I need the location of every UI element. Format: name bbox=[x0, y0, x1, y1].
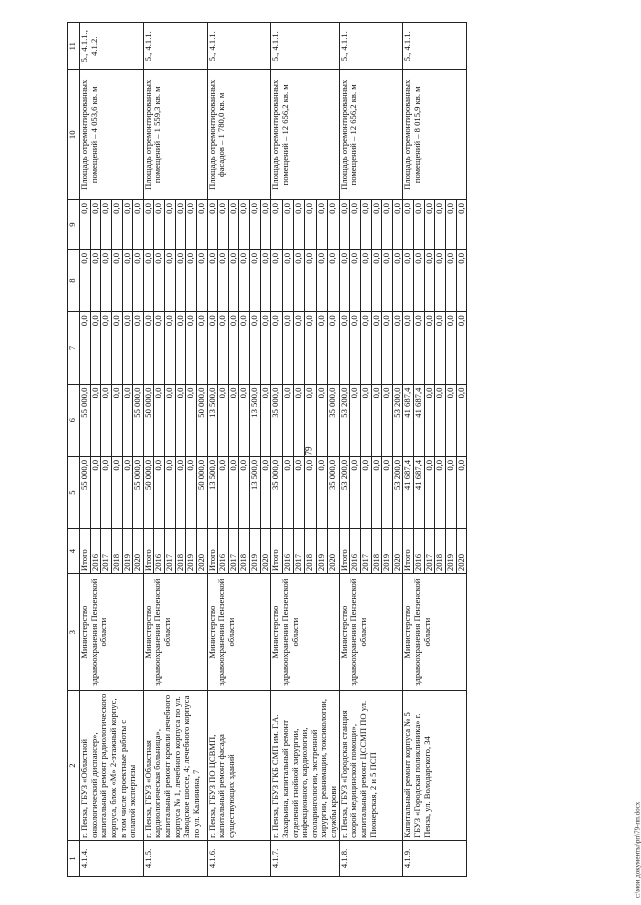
amount-cell: 0,0 bbox=[350, 384, 361, 456]
amount-cell: 0,0 bbox=[445, 200, 456, 250]
year-cell: 2016 bbox=[154, 529, 165, 574]
amount-cell: 0,0 bbox=[414, 200, 425, 250]
amount-cell: 0,0 bbox=[305, 456, 316, 528]
amount-cell: 50 000,0 bbox=[143, 384, 154, 456]
amount-cell: 0,0 bbox=[435, 384, 446, 456]
amount-cell: 0,0 bbox=[424, 200, 435, 250]
table-row bbox=[80, 23, 91, 877]
executor-cell: Министерство здравоохранения Пензенской области bbox=[207, 574, 271, 691]
amount-cell: 53 200,0 bbox=[339, 456, 350, 528]
amount-cell: 0,0 bbox=[90, 456, 101, 528]
amount-cell: 0,0 bbox=[196, 249, 207, 311]
amount-cell: 0,0 bbox=[371, 456, 382, 528]
year-cell: 2017 bbox=[101, 529, 112, 574]
year-cell: 2016 bbox=[218, 529, 229, 574]
col-header: 5 bbox=[68, 456, 80, 528]
year-cell: 2020 bbox=[328, 529, 339, 574]
amount-cell: 0,0 bbox=[456, 456, 467, 528]
reference-cell: 5., 4.1.1. bbox=[207, 23, 271, 70]
year-cell: 2019 bbox=[250, 529, 261, 574]
executor-cell: Министерство здравоохранения Пензенской области bbox=[143, 574, 207, 691]
amount-cell: 0,0 bbox=[435, 200, 446, 250]
amount-cell: 0,0 bbox=[316, 249, 327, 311]
object-description: г. Пенза, ГБУЗ «Областной онкологический диспансер», капитальный ремонт радиологического корпуса, блок «М» 2-этажный корпус, в том числе проектные работы с оплатой экспертизы bbox=[80, 691, 144, 841]
amount-cell: 0,0 bbox=[456, 200, 467, 250]
amount-cell: 13 500,0 bbox=[250, 384, 261, 456]
amount-cell: 0,0 bbox=[260, 249, 271, 311]
row-code: 4.1.8. bbox=[339, 840, 403, 876]
amount-cell: 50 000,0 bbox=[196, 384, 207, 456]
amount-cell: 0,0 bbox=[228, 200, 239, 250]
amount-cell: 0,0 bbox=[294, 456, 305, 528]
table-body bbox=[80, 23, 467, 877]
amount-cell: 0,0 bbox=[435, 312, 446, 384]
col-header: 10 bbox=[68, 70, 80, 200]
amount-cell: 0,0 bbox=[294, 249, 305, 311]
amount-cell: 0,0 bbox=[154, 249, 165, 311]
amount-cell: 0,0 bbox=[392, 312, 403, 384]
amount-cell: 0,0 bbox=[218, 384, 229, 456]
amount-cell: 0,0 bbox=[175, 312, 186, 384]
row-code: 4.1.9. bbox=[403, 840, 467, 876]
amount-cell: 0,0 bbox=[403, 312, 414, 384]
col-header: 8 bbox=[68, 249, 80, 311]
amount-cell: 0,0 bbox=[175, 384, 186, 456]
year-cell: 2016 bbox=[350, 529, 361, 574]
year-cell: 2020 bbox=[260, 529, 271, 574]
amount-cell: 41 687,4 bbox=[414, 456, 425, 528]
year-cell: 2020 bbox=[392, 529, 403, 574]
amount-cell: 0,0 bbox=[350, 456, 361, 528]
amount-cell: 0,0 bbox=[305, 384, 316, 456]
amount-cell: 0,0 bbox=[186, 200, 197, 250]
amount-cell: 0,0 bbox=[382, 456, 393, 528]
col-header: 7 bbox=[68, 312, 80, 384]
year-cell: Итого bbox=[403, 529, 414, 574]
col-header: 9 bbox=[68, 200, 80, 250]
amount-cell: 55 000,0 bbox=[80, 456, 91, 528]
amount-cell: 13 500,0 bbox=[207, 456, 218, 528]
amount-cell: 0,0 bbox=[282, 200, 293, 250]
year-cell: Итого bbox=[143, 529, 154, 574]
amount-cell: 0,0 bbox=[424, 312, 435, 384]
year-cell: 2017 bbox=[424, 529, 435, 574]
amount-cell: 0,0 bbox=[360, 200, 371, 250]
amount-cell: 0,0 bbox=[371, 384, 382, 456]
amount-cell: 0,0 bbox=[403, 200, 414, 250]
amount-cell: 0,0 bbox=[382, 312, 393, 384]
amount-cell: 41 687,4 bbox=[414, 384, 425, 456]
amount-cell: 0,0 bbox=[414, 249, 425, 311]
amount-cell: 0,0 bbox=[143, 249, 154, 311]
amount-cell: 50 000,0 bbox=[196, 456, 207, 528]
amount-cell: 0,0 bbox=[282, 249, 293, 311]
object-description: г. Пенза, ГБУЗ ПО ЦСВМП, капитальный ремонт фасада существующих зданий bbox=[207, 691, 271, 841]
executor-cell: Министерство здравоохранения Пензенской области bbox=[403, 574, 467, 691]
amount-cell: 13 500,0 bbox=[207, 384, 218, 456]
indicator-cell: Площадь отремонтированных помещений – 1 559,3 кв. м bbox=[143, 70, 207, 200]
reference-cell: 5., 4.1.1. bbox=[143, 23, 207, 70]
amount-cell: 0,0 bbox=[350, 312, 361, 384]
indicator-cell: Площадь отремонтированных помещений – 12 656,2 кв. м bbox=[339, 70, 403, 200]
indicator-cell: Площадь отремонтированных помещений – 4 053,6 кв. м bbox=[80, 70, 144, 200]
year-cell: 2018 bbox=[371, 529, 382, 574]
amount-cell: 0,0 bbox=[445, 312, 456, 384]
year-cell: 2017 bbox=[360, 529, 371, 574]
amount-cell: 0,0 bbox=[435, 456, 446, 528]
amount-cell: 0,0 bbox=[218, 249, 229, 311]
year-cell: 2020 bbox=[133, 529, 144, 574]
amount-cell: 0,0 bbox=[260, 200, 271, 250]
amount-cell: 0,0 bbox=[154, 312, 165, 384]
amount-cell: 0,0 bbox=[328, 249, 339, 311]
amount-cell: 0,0 bbox=[271, 312, 282, 384]
object-description: г. Пенза, ГБУЗ «Городская станция скорой медицинской помощи», капитальный ремонт ЦССМП ПО ул. Пионерская, 2 и 5 ПСП bbox=[339, 691, 403, 841]
amount-cell: 0,0 bbox=[218, 200, 229, 250]
col-header: 11 bbox=[68, 23, 80, 70]
row-code: 4.1.7. bbox=[271, 840, 339, 876]
amount-cell: 0,0 bbox=[80, 200, 91, 250]
executor-cell: Министерство здравоохранения Пензенской области bbox=[80, 574, 144, 691]
amount-cell: 0,0 bbox=[445, 249, 456, 311]
amount-cell: 0,0 bbox=[371, 312, 382, 384]
year-cell: 2018 bbox=[175, 529, 186, 574]
amount-cell: 0,0 bbox=[111, 312, 122, 384]
amount-cell: 0,0 bbox=[435, 249, 446, 311]
amount-cell: 0,0 bbox=[250, 312, 261, 384]
amount-cell: 0,0 bbox=[424, 456, 435, 528]
amount-cell: 0,0 bbox=[186, 456, 197, 528]
object-description: Капитальный ремонт корпуса № 5 ГБУЗ «Городская поликлиника» г. Пенза, ул. Володарского, 34 bbox=[403, 691, 467, 841]
amount-cell: 0,0 bbox=[360, 384, 371, 456]
amount-cell: 0,0 bbox=[339, 249, 350, 311]
amount-cell: 0,0 bbox=[260, 456, 271, 528]
amount-cell: 0,0 bbox=[392, 249, 403, 311]
year-cell: 2016 bbox=[90, 529, 101, 574]
year-cell: 2019 bbox=[445, 529, 456, 574]
amount-cell: 0,0 bbox=[122, 200, 133, 250]
amount-cell: 41 687,4 bbox=[403, 456, 414, 528]
amount-cell: 0,0 bbox=[282, 384, 293, 456]
amount-cell: 0,0 bbox=[271, 200, 282, 250]
reference-cell: 5., 4.1.1. bbox=[403, 23, 467, 70]
amount-cell: 55 000,0 bbox=[133, 456, 144, 528]
amount-cell: 0,0 bbox=[175, 200, 186, 250]
amount-cell: 0,0 bbox=[80, 312, 91, 384]
amount-cell: 0,0 bbox=[271, 249, 282, 311]
amount-cell: 0,0 bbox=[382, 249, 393, 311]
amount-cell: 0,0 bbox=[316, 384, 327, 456]
amount-cell: 0,0 bbox=[371, 200, 382, 250]
amount-cell: 0,0 bbox=[111, 456, 122, 528]
table-row bbox=[339, 23, 350, 877]
amount-cell: 53 200,0 bbox=[339, 384, 350, 456]
amount-cell: 0,0 bbox=[316, 200, 327, 250]
indicator-cell: Площадь отремонтированных помещений – 8 015,9 кв. м bbox=[403, 70, 467, 200]
col-header: 4 bbox=[68, 529, 80, 574]
amount-cell: 0,0 bbox=[101, 456, 112, 528]
amount-cell: 0,0 bbox=[90, 200, 101, 250]
amount-cell: 0,0 bbox=[382, 384, 393, 456]
amount-cell: 0,0 bbox=[186, 249, 197, 311]
col-header: 2 bbox=[68, 691, 80, 841]
page-number: 79 bbox=[303, 446, 314, 456]
row-code: 4.1.5. bbox=[143, 840, 207, 876]
amount-cell: 0,0 bbox=[122, 249, 133, 311]
amount-cell: 0,0 bbox=[101, 200, 112, 250]
amount-cell: 0,0 bbox=[328, 312, 339, 384]
year-cell: 2018 bbox=[305, 529, 316, 574]
amount-cell: 0,0 bbox=[456, 249, 467, 311]
amount-cell: 0,0 bbox=[186, 312, 197, 384]
table-row bbox=[271, 23, 282, 877]
amount-cell: 0,0 bbox=[165, 312, 176, 384]
amount-cell: 0,0 bbox=[122, 312, 133, 384]
table-row bbox=[143, 23, 154, 877]
amount-cell: 0,0 bbox=[294, 200, 305, 250]
amount-cell: 0,0 bbox=[133, 249, 144, 311]
amount-cell: 0,0 bbox=[392, 200, 403, 250]
table-row bbox=[207, 23, 218, 877]
amount-cell: 0,0 bbox=[260, 312, 271, 384]
amount-cell: 0,0 bbox=[403, 249, 414, 311]
year-cell: 2016 bbox=[414, 529, 425, 574]
rotated-table-wrapper bbox=[67, 22, 587, 877]
table-row bbox=[403, 23, 414, 877]
year-cell: Итого bbox=[207, 529, 218, 574]
amount-cell: 0,0 bbox=[250, 249, 261, 311]
indicator-cell: Площадь отремонтированных помещений – 12 656,2 кв. м bbox=[271, 70, 339, 200]
amount-cell: 0,0 bbox=[294, 384, 305, 456]
amount-cell: 0,0 bbox=[360, 456, 371, 528]
amount-cell: 0,0 bbox=[316, 456, 327, 528]
amount-cell: 0,0 bbox=[154, 384, 165, 456]
amount-cell: 0,0 bbox=[305, 249, 316, 311]
amount-cell: 0,0 bbox=[111, 200, 122, 250]
amount-cell: 0,0 bbox=[350, 249, 361, 311]
amount-cell: 0,0 bbox=[456, 384, 467, 456]
row-code: 4.1.4. bbox=[80, 840, 144, 876]
amount-cell: 0,0 bbox=[282, 456, 293, 528]
year-cell: 2017 bbox=[228, 529, 239, 574]
amount-cell: 0,0 bbox=[154, 456, 165, 528]
amount-cell: 0,0 bbox=[101, 312, 112, 384]
year-cell: Итого bbox=[339, 529, 350, 574]
amount-cell: 0,0 bbox=[414, 312, 425, 384]
amount-cell: 0,0 bbox=[196, 200, 207, 250]
column-number-row bbox=[68, 23, 80, 877]
year-cell: 2019 bbox=[122, 529, 133, 574]
amount-cell: 0,0 bbox=[350, 200, 361, 250]
year-cell: 2017 bbox=[294, 529, 305, 574]
amount-cell: 0,0 bbox=[239, 200, 250, 250]
amount-cell: 0,0 bbox=[305, 200, 316, 250]
year-cell: 2019 bbox=[316, 529, 327, 574]
amount-cell: 0,0 bbox=[371, 249, 382, 311]
amount-cell: 0,0 bbox=[165, 200, 176, 250]
amount-cell: 0,0 bbox=[382, 200, 393, 250]
amount-cell: 0,0 bbox=[133, 200, 144, 250]
amount-cell: 0,0 bbox=[186, 384, 197, 456]
amount-cell: 0,0 bbox=[328, 200, 339, 250]
reference-cell: 5., 4.1.1. bbox=[339, 23, 403, 70]
reference-cell: 5., 4.1.1. bbox=[271, 23, 339, 70]
year-cell: 2020 bbox=[456, 529, 467, 574]
amount-cell: 0,0 bbox=[207, 200, 218, 250]
amount-cell: 0,0 bbox=[90, 249, 101, 311]
amount-cell: 0,0 bbox=[165, 384, 176, 456]
amount-cell: 0,0 bbox=[175, 456, 186, 528]
amount-cell: 53 200,0 bbox=[392, 384, 403, 456]
year-cell: 2016 bbox=[282, 529, 293, 574]
year-cell: Итого bbox=[271, 529, 282, 574]
col-header: 3 bbox=[68, 574, 80, 691]
object-description: г. Пенза, ГБУЗ «Областная кардиологическая больница», капитальный ремонт кровли лечебного корпуса № 1, лечебного корпуса по ул. Заводское шоссе, 4; лечебного корпуса по ул. Калинина, 7 bbox=[143, 691, 207, 841]
amount-cell: 0,0 bbox=[207, 249, 218, 311]
year-cell: 2018 bbox=[111, 529, 122, 574]
amount-cell: 0,0 bbox=[122, 456, 133, 528]
year-cell: 2017 bbox=[165, 529, 176, 574]
amount-cell: 0,0 bbox=[294, 312, 305, 384]
year-cell: Итого bbox=[80, 529, 91, 574]
amount-cell: 0,0 bbox=[360, 312, 371, 384]
amount-cell: 0,0 bbox=[207, 312, 218, 384]
amount-cell: 0,0 bbox=[239, 456, 250, 528]
amount-cell: 50 000,0 bbox=[143, 456, 154, 528]
amount-cell: 0,0 bbox=[316, 312, 327, 384]
amount-cell: 0,0 bbox=[424, 249, 435, 311]
year-cell: 2019 bbox=[382, 529, 393, 574]
amount-cell: 0,0 bbox=[424, 384, 435, 456]
amount-cell: 0,0 bbox=[90, 384, 101, 456]
amount-cell: 0,0 bbox=[218, 312, 229, 384]
amount-cell: 0,0 bbox=[305, 312, 316, 384]
indicator-cell: Площадь отремонтированных фасадов – 1 780,0 кв. м bbox=[207, 70, 271, 200]
amount-cell: 0,0 bbox=[111, 384, 122, 456]
executor-cell: Министерство здравоохранения Пензенской области bbox=[271, 574, 339, 691]
amount-cell: 0,0 bbox=[339, 200, 350, 250]
amount-cell: 55 000,0 bbox=[133, 384, 144, 456]
amount-cell: 35 000,0 bbox=[271, 456, 282, 528]
amount-cell: 0,0 bbox=[250, 200, 261, 250]
col-header: 6 bbox=[68, 384, 80, 456]
amount-cell: 35 000,0 bbox=[328, 384, 339, 456]
amount-cell: 0,0 bbox=[445, 456, 456, 528]
amount-cell: 0,0 bbox=[154, 200, 165, 250]
amount-cell: 0,0 bbox=[239, 249, 250, 311]
amount-cell: 0,0 bbox=[228, 384, 239, 456]
amount-cell: 0,0 bbox=[456, 312, 467, 384]
amount-cell: 0,0 bbox=[360, 249, 371, 311]
amount-cell: 0,0 bbox=[143, 312, 154, 384]
row-code: 4.1.6. bbox=[207, 840, 271, 876]
amount-cell: 53 200,0 bbox=[392, 456, 403, 528]
amount-cell: 0,0 bbox=[101, 384, 112, 456]
amount-cell: 0,0 bbox=[228, 249, 239, 311]
program-table bbox=[67, 22, 467, 877]
year-cell: 2019 bbox=[186, 529, 197, 574]
amount-cell: 0,0 bbox=[339, 312, 350, 384]
file-path-footer: c:\мои документы\рп\79-пп.docx bbox=[633, 801, 641, 899]
year-cell: 2020 bbox=[196, 529, 207, 574]
amount-cell: 0,0 bbox=[282, 312, 293, 384]
amount-cell: 0,0 bbox=[101, 249, 112, 311]
amount-cell: 0,0 bbox=[143, 200, 154, 250]
executor-cell: Министерство здравоохранения Пензенской области bbox=[339, 574, 403, 691]
amount-cell: 0,0 bbox=[90, 312, 101, 384]
amount-cell: 0,0 bbox=[175, 249, 186, 311]
amount-cell: 0,0 bbox=[165, 249, 176, 311]
amount-cell: 0,0 bbox=[239, 312, 250, 384]
year-cell: 2018 bbox=[435, 529, 446, 574]
year-cell: 2018 bbox=[239, 529, 250, 574]
reference-cell: 5., 4.1.1., 4.1.2. bbox=[80, 23, 144, 70]
amount-cell: 0,0 bbox=[260, 384, 271, 456]
amount-cell: 0,0 bbox=[165, 456, 176, 528]
amount-cell: 0,0 bbox=[228, 456, 239, 528]
amount-cell: 0,0 bbox=[228, 312, 239, 384]
amount-cell: 55 000,0 bbox=[80, 384, 91, 456]
amount-cell: 0,0 bbox=[111, 249, 122, 311]
amount-cell: 0,0 bbox=[80, 249, 91, 311]
amount-cell: 0,0 bbox=[122, 384, 133, 456]
amount-cell: 35 000,0 bbox=[271, 384, 282, 456]
amount-cell: 41 687,4 bbox=[403, 384, 414, 456]
amount-cell: 35 000,0 bbox=[328, 456, 339, 528]
amount-cell: 13 500,0 bbox=[250, 456, 261, 528]
object-description: г. Пенза, ГБУЗ ГКБ СМП им. Г.А. Захарьина, капитальный ремонт отделений гнойной хирургии, инфекционного, кардиологии, отоларингологии, экстренной хирургии, реанимации, токсикологии, службы крови bbox=[271, 691, 339, 841]
amount-cell: 0,0 bbox=[133, 312, 144, 384]
amount-cell: 0,0 bbox=[445, 384, 456, 456]
col-header: 1 bbox=[68, 840, 80, 876]
amount-cell: 0,0 bbox=[196, 312, 207, 384]
amount-cell: 0,0 bbox=[218, 456, 229, 528]
amount-cell: 0,0 bbox=[239, 384, 250, 456]
